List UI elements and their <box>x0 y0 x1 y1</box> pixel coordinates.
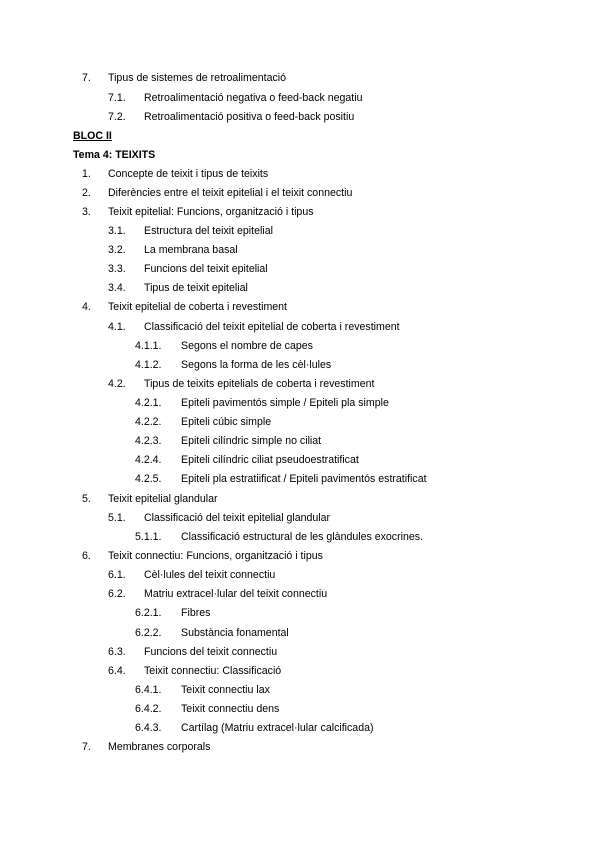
item-number: 4.2.3. <box>135 435 162 447</box>
item-number: 1. <box>82 168 91 180</box>
item-number: 6. <box>82 550 91 562</box>
item-text: Teixit connectiu lax <box>181 684 270 696</box>
item-number: 2. <box>82 187 91 199</box>
item-text: Teixit epitelial: Funcions, organització i tipus <box>108 206 314 218</box>
item-number: 4. <box>82 301 91 313</box>
item-text: Classificació del teixit epitelial glandular <box>144 512 331 524</box>
item-number: 6.1. <box>108 569 126 581</box>
item-text: Teixit epitelial de coberta i revestiment <box>108 301 288 313</box>
item-number: 4.1. <box>108 321 126 333</box>
item-number: 5. <box>82 493 91 505</box>
item-text: Segons la forma de les cèl·lules <box>181 359 332 371</box>
item-number: 4.1.2. <box>135 359 162 371</box>
item-number: 5.1. <box>108 512 126 524</box>
item-number: 3. <box>82 206 91 218</box>
item-number: 3.4. <box>108 282 126 294</box>
item-text: Classificació estructural de les glàndules exocrines. <box>181 531 424 543</box>
item-text: Teixit epitelial glandular <box>108 493 218 505</box>
item-number: 4.2.4. <box>135 454 162 466</box>
item-number: 3.2. <box>108 244 126 256</box>
item-text: Epiteli cilíndric ciliat pseudoestratificat <box>181 454 359 466</box>
item-number: 6.4.2. <box>135 703 162 715</box>
bloc-title: BLOC II <box>73 130 112 142</box>
item-text: Fibres <box>181 607 211 619</box>
item-text: Diferències entre el teixit epitelial i el teixit connectiu <box>108 187 353 199</box>
item-text: Tipus de teixit epitelial <box>144 282 248 294</box>
item-number: 6.4.1. <box>135 684 162 696</box>
item-number: 6.2.2. <box>135 627 162 639</box>
item-number: 7. <box>82 72 91 84</box>
item-text: Tipus de teixits epitelials de coberta i revestiment <box>144 378 375 390</box>
item-number: 6.2.1. <box>135 607 162 619</box>
item-number: 3.3. <box>108 263 126 275</box>
item-text: Epiteli cilíndric simple no ciliat <box>181 435 322 447</box>
item-number: 5.1.1. <box>135 531 162 543</box>
item-text: Cartílag (Matriu extracel·lular calcificada) <box>181 722 374 734</box>
item-number: 7.1. <box>108 92 126 104</box>
item-number: 4.2.5. <box>135 473 162 485</box>
item-text: Epiteli pavimentós simple / Epiteli pla simple <box>181 397 389 409</box>
item-text: Classificació del teixit epitelial de coberta i revestiment <box>144 321 400 333</box>
item-number: 7. <box>82 741 91 753</box>
item-number: 6.2. <box>108 588 126 600</box>
item-text: Retroalimentació negativa o feed-back negatiu <box>144 92 363 104</box>
item-text: Concepte de teixit i tipus de teixits <box>108 168 269 180</box>
item-number: 4.2.1. <box>135 397 162 409</box>
item-text: Membranes corporals <box>108 741 211 753</box>
item-number: 7.2. <box>108 111 126 123</box>
item-text: Funcions del teixit connectiu <box>144 646 278 658</box>
item-number: 6.4. <box>108 665 126 677</box>
item-text: Epiteli pla estratiificat / Epiteli pavimentós estratificat <box>181 473 427 485</box>
item-text: Cèl·lules del teixit connectiu <box>144 569 276 581</box>
item-text: Epiteli cúbic simple <box>181 416 272 428</box>
item-number: 4.2.2. <box>135 416 162 428</box>
item-number: 3.1. <box>108 225 126 237</box>
item-text: Matriu extracel·lular del teixit connectiu <box>144 588 328 600</box>
item-number: 4.2. <box>108 378 126 390</box>
tema-title: Tema 4: TEIXITS <box>73 149 156 161</box>
item-number: 6.3. <box>108 646 126 658</box>
item-text: La membrana basal <box>144 244 238 256</box>
item-number: 6.4.3. <box>135 722 162 734</box>
item-text: Retroalimentació positiva o feed-back positiu <box>144 111 355 123</box>
item-number: 4.1.1. <box>135 340 162 352</box>
item-text: Segons el nombre de capes <box>181 340 313 352</box>
item-text: Funcions del teixit epitelial <box>144 263 268 275</box>
item-text: Substància fonamental <box>181 627 289 639</box>
item-text: Teixit connectiu: Classificació <box>144 665 282 677</box>
item-text: Estructura del teixit epitelial <box>144 225 273 237</box>
item-text: Teixit connectiu dens <box>181 703 280 715</box>
item-text: Teixit connectiu: Funcions, organització i tipus <box>108 550 323 562</box>
item-text: Tipus de sistemes de retroalimentació <box>108 72 287 84</box>
